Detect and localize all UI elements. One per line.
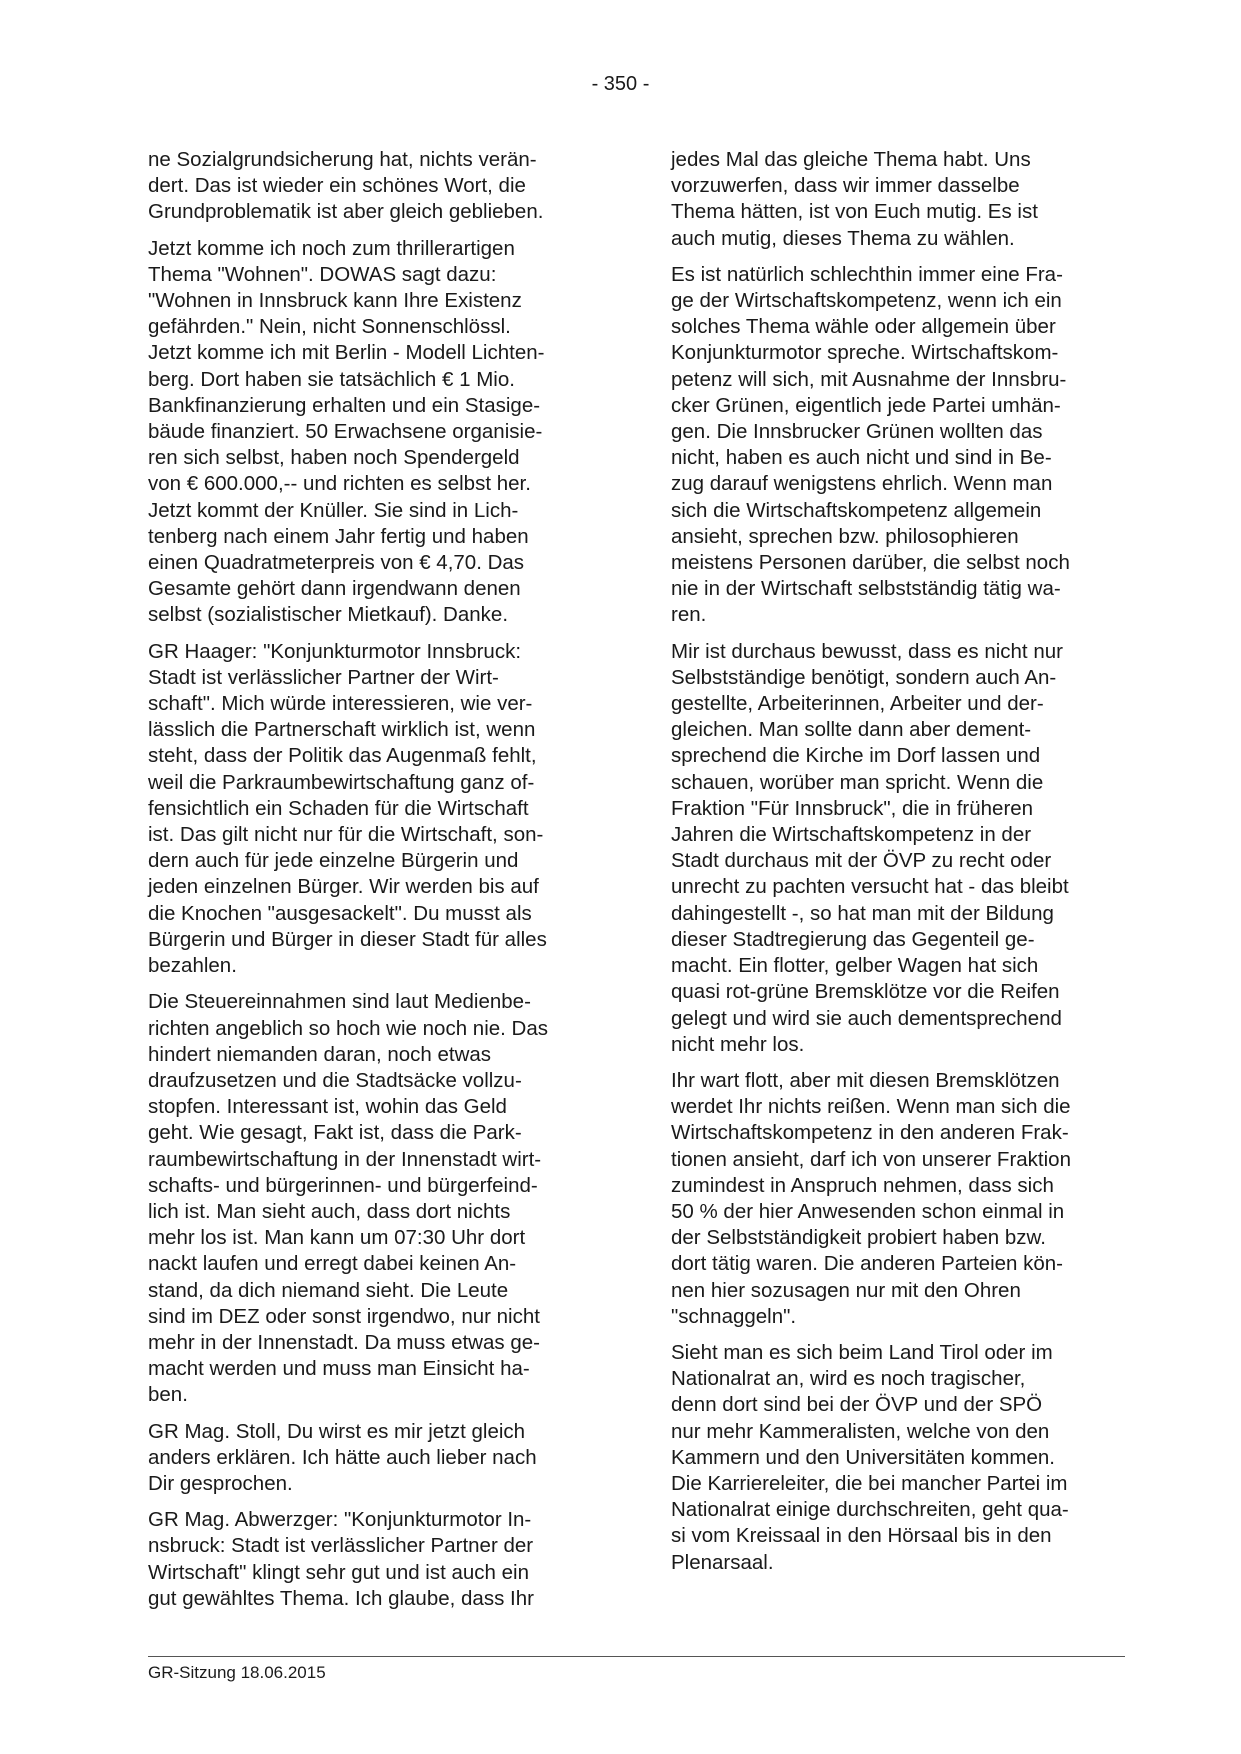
paragraph: GR Mag. Abwerzger: "Konjunkturmotor In- nsbruck: Stadt ist verlässlicher Partner der Wirtschaft" klingt sehr gut und ist auch ein gut gewähltes Thema. Ich glaube, dass Ihr: [148, 1508, 534, 1610]
right-column: [671, 147, 1121, 1586]
paragraph: Ihr wart flott, aber mit diesen Bremsklötzen werdet Ihr nichts reißen. Wenn man sich die Wirtschaftskompetenz in den anderen Frak- tionen ansieht, darf ich von unserer Fraktion zumindest in Anspruch nehmen, dass sich 50 % der hier Anwesenden schon einmal in der Selbstständigkeit probiert haben bzw. dort tätig waren. Die anderen Parteien kön- nen hier sozusagen nur mit den Ohren "schnaggeln".: [671, 1068, 1071, 1328]
paragraph: GR Mag. Stoll, Du wirst es mir jetzt gleich anders erklären. Ich hätte auch lieber nach Dir gesprochen.: [148, 1419, 537, 1495]
page-number: - 350 -: [591, 73, 650, 95]
paragraph: Sieht man es sich beim Land Tirol oder im Nationalrat an, wird es noch tragischer, denn dort sind bei der ÖVP und der SPÖ nur mehr Kammeralisten, welche von den Kammern und den Universitäten kommen. Die Karriereleiter, die bei mancher Partei im Nationalrat einige durchschreiten, geht qua- si vom Kreissaal in den Hörsaal bis in den Plenarsaal.: [671, 1340, 1069, 1574]
paragraph: jedes Mal das gleiche Thema habt. Uns vorzuwerfen, dass wir immer dasselbe Thema hätten, ist von Euch mutig. Es ist auch mutig, dieses Thema zu wählen.: [671, 148, 1038, 250]
paragraph: Die Steuereinnahmen sind laut Medienbe- richten angeblich so hoch wie noch nie. Das hindert niemanden daran, noch etwas draufzusetzen und die Stadtsäcke vollzu- stopfen. Interessant ist, wohin das Geld geht. Wie gesagt, Fakt ist, dass die Park- raumbewirtschaftung in der Innenstadt wirt- schafts- und bürgerinnen- und bürgerfeind- lich ist. Man sieht auch, dass dort nichts mehr los ist. Man kann um 07:30 Uhr dort nackt laufen und erregt dabei keinen An- stand, da dich niemand sieht. Die Leute sind im DEZ oder sonst irgendwo, nur nicht mehr in der Innenstadt. Da muss etwas ge- macht werden und muss man Einsicht ha- ben.: [148, 990, 548, 1407]
left-column: [148, 147, 598, 1622]
paragraph: Jetzt komme ich noch zum thrillerartigen Thema "Wohnen". DOWAS sagt dazu: "Wohnen in Innsbruck kann Ihre Existenz gefährden." Nein, nicht Sonnenschlössl. Jetzt komme ich mit Berlin - Modell Lichten- berg. Dort haben sie tatsächlich € 1 Mio. Bankfinanzierung erhalten und ein Stasige- bäude finanziert. 50 Erwachsene organisie- ren sich selbst, haben noch Spendergeld von € 600.000,-- und richten es selbst her. Jetzt kommt der Knüller. Sie sind in Lich- tenberg nach einem Jahr fertig und haben einen Quadratmeterpreis von € 4,70. Das Gesamte gehört dann irgendwann denen selbst (sozialistischer Mietkauf). Danke.: [148, 236, 545, 627]
paragraph: GR Haager: "Konjunkturmotor Innsbruck: Stadt ist verlässlicher Partner der Wirt- schaft". Mich würde interessieren, wie ver- lässlich die Partnerschaft wirklich ist, wenn steht, dass der Politik das Augenmaß fehlt, weil die Parkraumbewirtschaftung ganz of- fensichtlich ein Schaden für die Wirtschaft ist. Das gilt nicht nur für die Wirtschaft, son- dern auch für jede einzelne Bürgerin und jeden einzelnen Bürger. Wir werden bis auf die Knochen "ausgesackelt". Du musst als Bürgerin und Bürger in dieser Stadt für alles bezahlen.: [148, 639, 547, 978]
paragraph: Mir ist durchaus bewusst, dass es nicht nur Selbstständige benötigt, sondern auch An- gestellte, Arbeiterinnen, Arbeiter und der- gleichen. Man sollte dann aber dement- sprechend die Kirche im Dorf lassen und schauen, worüber man spricht. Wenn die Fraktion "Für Innsbruck", die in früheren Jahren die Wirtschaftskompetenz in der Stadt durchaus mit der ÖVP zu recht oder unrecht zu pachten versucht hat - das bleibt dahingestellt -, so hat man mit der Bildung dieser Stadtregierung das Gegenteil ge- macht. Ein flotter, gelber Wagen hat sich quasi rot-grüne Bremsklötze vor die Reifen gelegt und wird sie auch dementsprechend nicht mehr los.: [671, 639, 1069, 1056]
footer-session-date: GR-Sitzung 18.06.2015: [148, 1663, 326, 1682]
paragraph: Es ist natürlich schlechthin immer eine Fra- ge der Wirtschaftskompetenz, wenn ich ein solches Thema wähle oder allgemein über Konjunkturmotor spreche. Wirtschaftskom- petenz will sich, mit Ausnahme der Innsbru- cker Grünen, eigentlich jede Partei umhän- gen. Die Innsbrucker Grünen wollten das nicht, haben es auch nicht und sind in Be- zug darauf wenigstens ehrlich. Wenn man sich die Wirtschaftskompetenz allgemein ansieht, sprechen bzw. philosophieren meistens Personen darüber, die selbst noch nie in der Wirtschaft selbstständig tätig wa- ren.: [671, 262, 1070, 627]
footer-divider: [148, 1656, 1125, 1657]
paragraph: ne Sozialgrundsicherung hat, nichts verän- dert. Das ist wieder ein schönes Wort, die Grundproblematik ist aber gleich geblieben.: [148, 148, 544, 224]
